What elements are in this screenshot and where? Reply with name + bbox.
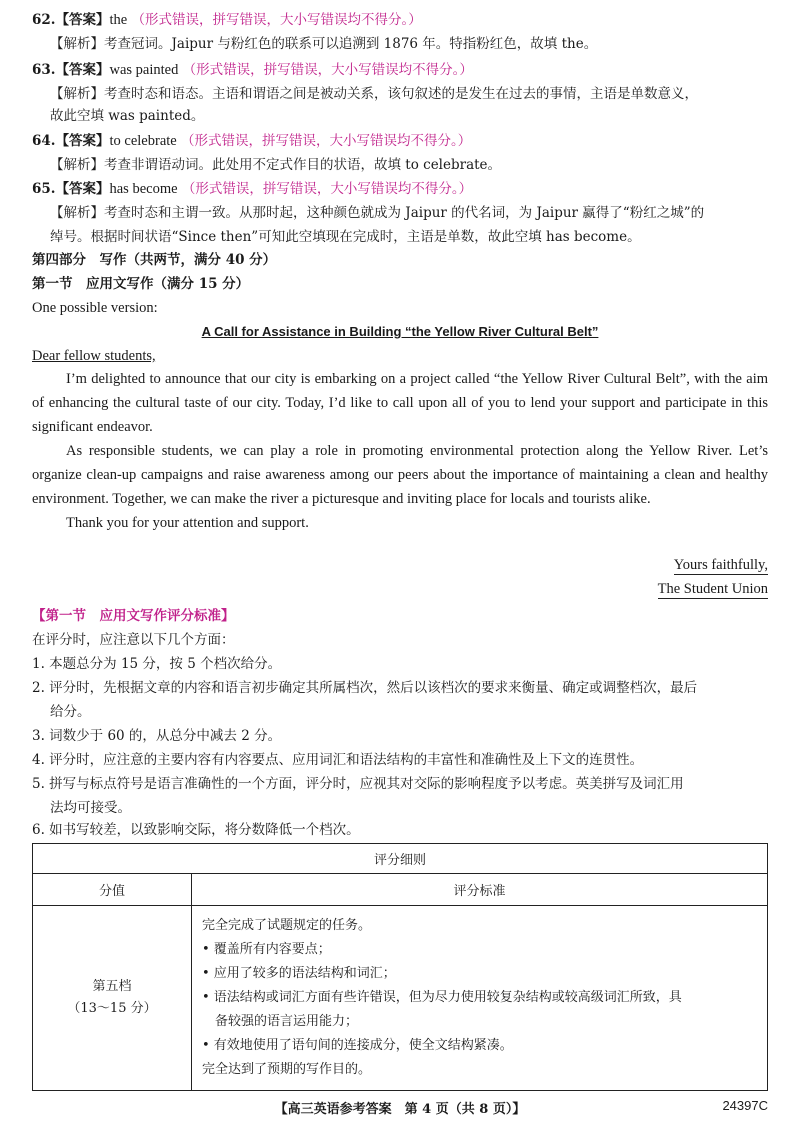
essay-title: A Call for Assistance in Building “the Yellow River Cultural Belt” xyxy=(201,324,599,339)
answer-62 xyxy=(32,10,768,30)
answer-label: 62.【答案】 xyxy=(32,12,110,28)
answer-label: 63.【答案】 xyxy=(32,62,110,78)
criteria-heading: 【第一节 应用文写作评分标准】 xyxy=(32,608,235,624)
essay-paragraph: Thank you for your attention and support. xyxy=(66,515,309,531)
essay-greeting: Dear fellow students, xyxy=(32,348,156,364)
criteria-item: 4. 评分时，应注意的主要内容有内容要点、应用词汇和语法结构的丰富性和准确性及上下文的连贯性。 xyxy=(32,752,644,768)
rubric-criteria-cell xyxy=(192,906,768,1091)
answer-value: to celebrate xyxy=(109,133,177,149)
criteria-item: 5. 拼写与标点符号是语言准确性的一个方面，评分时，应视其对交际的影响程度予以考虑。英美拼写及词汇用 xyxy=(32,776,684,792)
answer-note: （形式错误，拼写错误，大小写错误均不得分。） xyxy=(182,62,473,78)
criteria-item: 2. 评分时，先根据文章的内容和语言初步确定其所属档次，然后以该档次的要求来衡量、确定或调整档次，最后 xyxy=(32,680,698,696)
rubric-line: 完全完成了试题规定的任务。 xyxy=(202,918,372,933)
page-footer: 【高三英语参考答案 第 4 页（共 8 页）】 xyxy=(274,1102,526,1117)
table-row xyxy=(33,906,768,1091)
criteria-item: 3. 词数少于 60 的，从总分中减去 2 分。 xyxy=(32,728,282,744)
answer-value: has become xyxy=(109,181,178,197)
criteria-intro: 在评分时，应注意以下几个方面： xyxy=(32,632,235,648)
explanation-line: 【解析】考查非谓语动词。此处用不定式作目的状语，故填 to celebrate。 xyxy=(50,157,502,173)
rubric-line: 完全达到了预期的写作目的。 xyxy=(202,1062,372,1077)
essay-paragraph: I’m delighted to announce that our city is embarking on a project called “the Yellow River Cultural Belt”, with the aim of enhancing the cultural taste of our city. Today, I’d like to call upon all of you to lend your support and participate in this significant endeavor. xyxy=(32,371,768,435)
criteria-item-cont: 法均可接受。 xyxy=(50,800,131,816)
essay-paragraph: As responsible students, we can play a role in promoting environmental protection along the Yellow River. Let’s organize clean-up campaigns and raise awareness among our peers about the importance of maintaining a clean and healthy environment. Together, we can make the river a picturesque and inviting place for locals and tourists alike. xyxy=(32,443,768,507)
essay-body xyxy=(32,367,768,535)
rubric-col-grade: 分值 xyxy=(33,874,192,906)
rubric-line: • 覆盖所有内容要点； xyxy=(202,942,331,957)
explanation-line: 故此空填 was painted。 xyxy=(50,108,205,124)
answer-65 xyxy=(32,179,768,199)
rubric-line: • 语法结构或词汇方面有些许错误，但为尽力使用较复杂结构或较高级词汇所致，具 xyxy=(202,990,682,1005)
answer-64 xyxy=(32,131,768,151)
criteria-item: 6. 如书写较差，以致影响交际，将分数降低一个档次。 xyxy=(32,822,360,838)
paper-code: 24397C xyxy=(722,1098,768,1113)
answer-63 xyxy=(32,60,768,80)
criteria-item: 1. 本题总分为 15 分，按 5 个档次给分。 xyxy=(32,656,282,672)
rubric-line: 备较强的语言运用能力； xyxy=(202,1014,359,1029)
rubric-line: • 应用了较多的语法结构和词汇； xyxy=(202,966,396,981)
answer-value: was painted xyxy=(109,62,179,78)
explanation-line: 绰号。根据时间状语“Since then”可知此空填现在完成时，主语是单数，故此空填 has become。 xyxy=(50,229,641,245)
rubric-title: 评分细则 xyxy=(33,844,768,874)
criteria-item-cont: 给分。 xyxy=(50,704,91,720)
section1-heading: 第一节 应用文写作（满分 15 分） xyxy=(32,276,250,292)
rubric-line: • 有效地使用了语句间的连接成分，使全文结构紧凑。 xyxy=(202,1038,513,1053)
part4-heading: 第四部分 写作（共两节，满分 40 分） xyxy=(32,252,277,268)
answer-value: the xyxy=(109,12,128,28)
answer-note: （形式错误，拼写错误，大小写错误均不得分。） xyxy=(131,12,422,28)
rubric-table xyxy=(32,843,768,1091)
rubric-grade: 第五档 xyxy=(92,979,132,994)
rubric-grade-cell xyxy=(33,906,192,1091)
essay-signature: The Student Union xyxy=(657,581,768,597)
possible-version-label: One possible version: xyxy=(32,300,158,316)
explanation-line: 【解析】考查冠词。Jaipur 与粉红色的联系可以追溯到 1876 年。特指粉红色，故填 the。 xyxy=(50,36,598,52)
answer-note: （形式错误，拼写错误，大小写错误均不得分。） xyxy=(181,181,473,197)
answer-label: 65.【答案】 xyxy=(32,181,110,197)
explanation-line: 【解析】考查时态和语态。主语和谓语之间是被动关系，该句叙述的是发生在过去的事情，主语是单数意义， xyxy=(50,86,698,102)
answer-label: 64.【答案】 xyxy=(32,133,110,149)
answer-note: （形式错误，拼写错误，大小写错误均不得分。） xyxy=(181,133,472,149)
essay-closing: Yours faithfully, xyxy=(673,557,768,573)
explanation-line: 【解析】考查时态和主谓一致。从那时起，这种颜色就成为 Jaipur 的代名词，为 Jaipur 赢得了“粉红之城”的 xyxy=(50,205,705,221)
rubric-range: （13～15 分） xyxy=(67,1001,157,1016)
rubric-col-criteria: 评分标准 xyxy=(192,874,768,906)
